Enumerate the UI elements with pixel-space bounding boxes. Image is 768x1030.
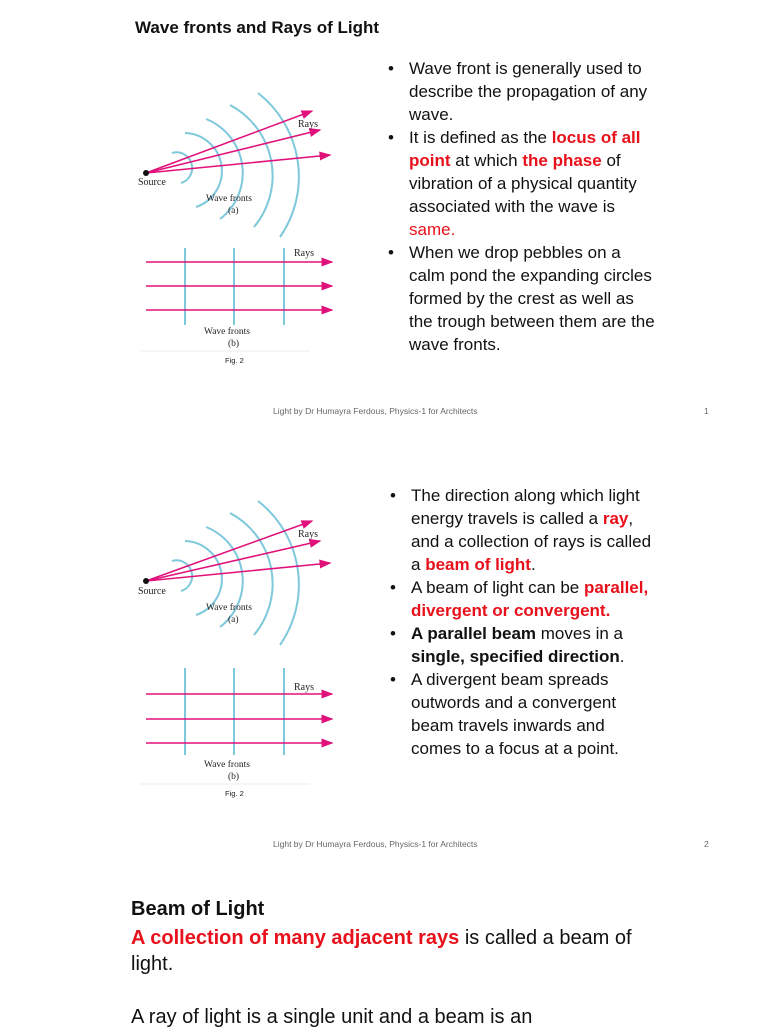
bullet-text: A divergent beam spreads outwords and a convergent beam travels inwards and comes to a focus at a point. [411, 670, 619, 758]
rays-label-b: Rays [294, 248, 314, 259]
bullet-text: Wave front is generally used to describe the propagation of any wave. [409, 59, 648, 124]
slide3-p1-rest: is called a beam of light. [131, 927, 632, 975]
wave-ray-figure-2 [130, 493, 350, 805]
source-label: Source [138, 177, 166, 188]
bullet-text: same. [409, 220, 456, 239]
bullet-text: single, specified direction [411, 647, 620, 666]
bullet-text: locus of all point [409, 128, 641, 170]
bullet-text: It is defined as the [409, 128, 552, 147]
bullet-item [385, 126, 655, 241]
slide1-bullet-list [385, 57, 655, 356]
slide3-paragraph-2: A ray of light is a single unit and a beam is an [131, 1006, 533, 1028]
wavefronts-label-a-2: Wave fronts [206, 603, 252, 613]
bullet-text: A beam of light can be [411, 578, 584, 597]
bullet-text: ray [602, 509, 629, 528]
label-b-2: (b) [228, 772, 240, 782]
bullet-text: of vibration of a physical quantity associated with the wave is [409, 151, 637, 216]
bullet-text: the phase [522, 151, 602, 170]
bullet-item [387, 668, 657, 760]
wavefronts-label-b: Wave fronts [204, 327, 250, 337]
bullet-text: at which [450, 151, 523, 170]
rays-label-a-2: Rays [298, 529, 318, 540]
bullet-text: The direction along which light energy travels is called a [411, 486, 640, 528]
bullet-text: beam of light [425, 555, 531, 574]
bullet-item [387, 622, 657, 668]
parallel-rays [146, 262, 332, 310]
bullet-text: . [619, 647, 625, 666]
parallel-rays-2 [146, 694, 332, 743]
bullet-item [387, 484, 657, 576]
slide3-paragraph-1 [131, 925, 661, 977]
source-label-2: Source [138, 586, 166, 597]
slide3-title: Beam of Light [131, 898, 265, 920]
label-b: (b) [228, 339, 240, 349]
fig-caption: Fig. 2 [225, 356, 244, 365]
source-dot [143, 170, 149, 176]
rays-label-a: Rays [298, 119, 318, 130]
rays-label-b-2: Rays [294, 682, 314, 693]
fig-caption-2: Fig. 2 [225, 789, 244, 798]
slide2-page-number: 2 [704, 839, 709, 849]
parallel-wavefronts-2 [185, 668, 284, 755]
label-a: (a) [228, 206, 239, 216]
wavefronts-label-b-2: Wave fronts [204, 760, 250, 770]
wave-ray-figure-1 [130, 85, 350, 370]
bullet-text: moves in a [536, 624, 623, 643]
source-dot-2 [143, 578, 149, 584]
slide1-page-number: 1 [704, 406, 709, 416]
wavefronts-label-a: Wave fronts [206, 194, 252, 204]
slide1-title: Wave fronts and Rays of Light [135, 18, 380, 37]
bullet-item [385, 57, 655, 126]
slide2-bullet-list [387, 484, 657, 760]
bullet-text: parallel, divergent or convergent. [411, 578, 649, 620]
bullet-text: , and a collection of rays is called a [411, 509, 652, 574]
bullet-text: . [530, 555, 536, 574]
bullet-item [385, 241, 655, 356]
slide3-highlight: A collection of many adjacent rays [131, 927, 460, 949]
slide1-footer: Light by Dr Humayra Ferdous, Physics-1 for Architects [273, 406, 478, 416]
label-a-2: (a) [228, 615, 239, 625]
bullet-item [387, 576, 657, 622]
slide2-footer: Light by Dr Humayra Ferdous, Physics-1 for Architects [273, 839, 478, 849]
bullet-text: When we drop pebbles on a calm pond the expanding circles formed by the crest as well as the trough between them are the wave fronts. [409, 243, 655, 354]
bullet-text: A parallel beam [411, 624, 537, 643]
